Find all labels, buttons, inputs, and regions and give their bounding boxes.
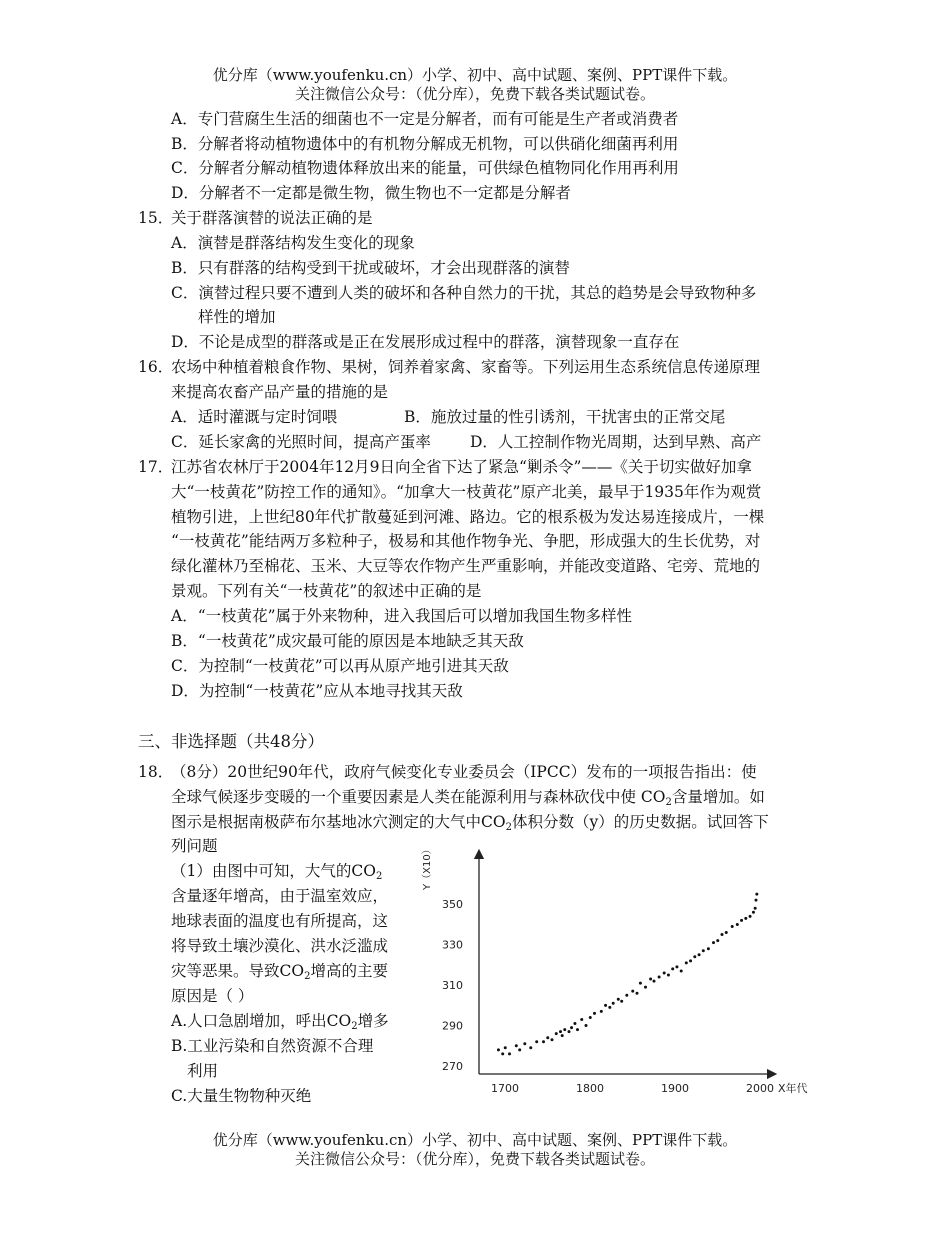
q15-option-c-cont: 样性的增加	[198, 308, 276, 326]
data-point	[639, 982, 642, 985]
data-point	[555, 1032, 558, 1035]
q14-option-d: D．分解者不一定都是微生物，微生物也不一定都是分解者	[171, 184, 571, 202]
q18-line2-sub: 2	[665, 797, 672, 808]
q17-option-d: D．为控制“一枝黄花”应从本地寻找其天敌	[171, 682, 463, 700]
footer-line-1: 优分库（www.youfenku.cn）小学、初中、高中试题、案例、PPT课件下载。	[212, 1131, 738, 1149]
q15-option-b: B．只有群落的结构受到干扰或破坏，才会出现群落的演替	[171, 259, 570, 277]
data-point	[707, 947, 710, 950]
q16-stem-line2: 来提高农畜产品产量的措施的是	[171, 383, 389, 401]
q18-option-a	[171, 1009, 389, 1033]
co2-scatter-chart	[412, 842, 832, 1107]
q16-stem-line1: 农场中种植着粮食作物、果树，饲养着家禽、家畜等。下列运用生态系统信息传递原理	[171, 358, 761, 376]
y-tick-label: 330	[442, 938, 463, 952]
data-point	[573, 1022, 576, 1025]
q15-option-c: C．演替过程只要不遭到人类的破坏和各种自然力的干扰，其总的趋势是会导致物种多	[171, 284, 757, 302]
q18-p5-sub: 2	[304, 971, 311, 982]
data-point	[716, 939, 719, 942]
data-point	[755, 899, 758, 902]
page-footer	[0, 1131, 950, 1169]
data-point	[551, 1038, 554, 1041]
data-point	[667, 974, 670, 977]
x-axis-label: X年代	[778, 1082, 808, 1095]
q14-option-a: A．专门营腐生生活的细菌也不一定是分解者，而有可能是生产者或消费者	[171, 110, 679, 128]
data-point	[649, 978, 652, 981]
q15-option-d: D．不论是成型的群落或是正在发展形成过程中的群落，演替现象一直存在	[171, 333, 680, 351]
q14-option-c: C．分解者分解动植物遗体释放出来的能量，可供绿色植物同化作用再利用	[171, 159, 679, 177]
q17-stem-line3: 植物引进，上世纪80年代扩散蔓延到河滩、路边。它的根系极为发达易连接成片，一棵	[171, 508, 765, 526]
data-point	[568, 1030, 571, 1033]
q18-p1-a: （1）由图中可知，大气的CO	[171, 862, 376, 880]
data-point	[653, 980, 656, 983]
data-point	[702, 949, 705, 952]
data-point	[589, 1016, 592, 1019]
data-point	[698, 953, 701, 956]
y-tick-label: 290	[442, 1019, 463, 1033]
data-point	[515, 1044, 518, 1047]
q18-line2-a: 全球气候逐步变暖的一个重要因素是人类在能源利用与森林砍伐中使 CO	[171, 788, 666, 806]
data-point	[671, 967, 674, 970]
q17-stem-line5: 绿化灌林乃至棉花、玉米、大豆等农作物产生严重影响，并能改变道路、宅旁、荒地的	[171, 557, 761, 575]
data-point	[685, 961, 688, 964]
data-point	[663, 971, 666, 974]
q18-optA-b: 增多	[357, 1012, 389, 1030]
q16-option-b: B．施放过量的性引诱剂，干扰害虫的正常交尾	[404, 408, 726, 426]
data-point	[725, 931, 728, 934]
y-tick-label: 350	[442, 898, 463, 912]
data-point	[559, 1030, 562, 1033]
data-point	[600, 1010, 603, 1013]
q18-part1-line6: 原因是（ ）	[171, 987, 254, 1005]
y-tick-label: 310	[442, 979, 463, 993]
q15-stem: 关于群落演替的说法正确的是	[171, 209, 373, 227]
q17-number: 17．	[138, 458, 174, 476]
q18-line3-sub: 2	[505, 822, 512, 833]
x-tick-labels	[491, 1082, 774, 1095]
data-point	[542, 1040, 545, 1043]
data-point	[749, 915, 752, 918]
q18-optA-sub: 2	[351, 1021, 358, 1032]
q18-p5-b: 增高的主要	[310, 962, 388, 980]
q18-p5-a: 灾等恶果。导致CO	[171, 962, 305, 980]
data-point	[675, 965, 678, 968]
data-point	[754, 907, 757, 910]
q17-stem-line1: 江苏省农林厅于2004年12月9日向全省下达了紧急“剿杀令”——《关于切实做好加拿	[171, 458, 752, 476]
data-point	[546, 1036, 549, 1039]
data-point	[658, 976, 661, 979]
q14-option-b: B．分解者将动植物遗体中的有机物分解成无机物，可以供硝化细菌再利用	[171, 135, 679, 153]
header-line-1: 优分库（www.youfenku.cn）小学、初中、高中试题、案例、PPT课件下载。	[212, 66, 738, 84]
y-tick-label: 270	[442, 1060, 463, 1073]
q17-stem-line2: 大“一枝黄花”防控工作的通知》。“加拿大一枝黄花”原产北美，最早于1935年作为观赏	[171, 483, 762, 501]
data-point	[570, 1026, 573, 1029]
q18-line3-a: 图示是根据南极萨布尔基地冰穴测定的大气中CO	[171, 813, 506, 831]
q18-optA-a: A.人口急剧增加，呼出CO	[171, 1012, 352, 1030]
q17-option-a: A．“一枝黄花”属于外来物种，进入我国后可以增加我国生物多样性	[171, 607, 633, 625]
data-point	[580, 1018, 583, 1021]
data-point	[625, 994, 628, 997]
data-point	[631, 990, 634, 993]
data-point	[608, 1006, 611, 1009]
q17-stem-line6: 景观。下列有关“一枝黄花”的叙述中正确的是	[171, 582, 482, 600]
q18-part1-line2: 含量逐年增高，由于温室效应，	[171, 887, 389, 905]
y-tick-labels	[442, 898, 463, 1073]
data-point	[693, 955, 696, 958]
data-point	[508, 1052, 511, 1055]
q16-option-a: A．适时灌溉与定时饲喂	[171, 408, 338, 426]
q18-option-c: C.大量生物物种灭绝	[171, 1087, 312, 1105]
y-axis-label: Y（X10）	[422, 844, 433, 890]
data-point	[585, 1024, 588, 1027]
data-point	[620, 1000, 623, 1003]
q18-line4: 列问题	[171, 837, 218, 855]
data-point	[529, 1046, 532, 1049]
q16-number: 16．	[138, 358, 174, 376]
q15-option-a: A．演替是群落结构发生变化的现象	[171, 234, 415, 252]
q18-option-b: B.工业污染和自然资源不合理	[171, 1037, 374, 1055]
data-point	[501, 1052, 504, 1055]
data-point	[497, 1048, 500, 1051]
data-point	[740, 919, 743, 922]
data-point	[561, 1034, 564, 1037]
q18-line1: （8分）20世纪90年代，政府气候变化专业委员会（IPCC）发布的一项报告指出：使	[171, 763, 757, 781]
section-heading: 三、非选择题（共48分）	[138, 732, 324, 751]
data-point	[644, 986, 647, 989]
data-points	[497, 893, 758, 1056]
data-point	[721, 933, 724, 936]
q18-p1-sub: 2	[375, 871, 383, 882]
data-point	[504, 1046, 507, 1049]
q17-option-b: B．“一枝黄花”成灾最可能的原因是本地缺乏其天敌	[171, 632, 524, 650]
q18-line2-b: 含量增加。如	[671, 788, 765, 806]
x-tick-label: 1900	[661, 1082, 689, 1095]
data-point	[593, 1012, 596, 1015]
q16-option-c: C．延长家禽的光照时间，提高产蛋率	[171, 433, 431, 451]
q15-number: 15．	[138, 209, 174, 227]
x-tick-label: 1800	[576, 1082, 604, 1095]
data-point	[636, 992, 639, 995]
data-point	[604, 1004, 607, 1007]
q18-option-b-cont: 利用	[187, 1062, 219, 1080]
q18-part1-line4: 将导致土壤沙漠化、洪水泛滥成	[171, 937, 389, 955]
q18-line3	[171, 810, 769, 834]
x-tick-label: 1700	[491, 1082, 519, 1095]
data-point	[518, 1048, 521, 1051]
page-header	[0, 66, 950, 104]
data-point	[755, 893, 758, 896]
q18-number: 18．	[138, 763, 174, 781]
data-point	[576, 1028, 579, 1031]
q18-part1-line3: 地球表面的温度也有所提高，这	[171, 912, 389, 930]
data-point	[736, 923, 739, 926]
q17-stem-line4: “一枝黄花”能结两万多粒种子，极易和其他作物争光、争肥，形成强大的生长优势，对	[171, 532, 761, 550]
q18-line3-b: 体积分数（y）的历史数据。试回答下	[511, 813, 769, 831]
q18-line2	[171, 785, 765, 809]
data-point	[731, 925, 734, 928]
data-point	[752, 911, 755, 914]
q17-option-c: C．为控制“一枝黄花”可以再从原产地引进其天敌	[171, 657, 509, 675]
data-point	[563, 1028, 566, 1031]
x-tick-label: 2000	[746, 1082, 774, 1095]
q16-option-d: D．人工控制作物光周期，达到早熟、高产	[470, 433, 762, 451]
q18-part1-line1	[171, 859, 382, 883]
data-point	[535, 1040, 538, 1043]
data-point	[680, 969, 683, 972]
data-point	[744, 917, 747, 920]
footer-line-2: 关注微信公众号：（优分库），免费下载各类试题试卷。	[294, 1150, 655, 1168]
data-point	[689, 959, 692, 962]
data-point	[523, 1042, 526, 1045]
data-point	[617, 998, 620, 1001]
data-point	[612, 1002, 615, 1005]
data-point	[712, 941, 715, 944]
q18-part1-line5	[171, 959, 388, 983]
header-line-2: 关注微信公众号：（优分库），免费下载各类试题试卷。	[294, 85, 655, 103]
